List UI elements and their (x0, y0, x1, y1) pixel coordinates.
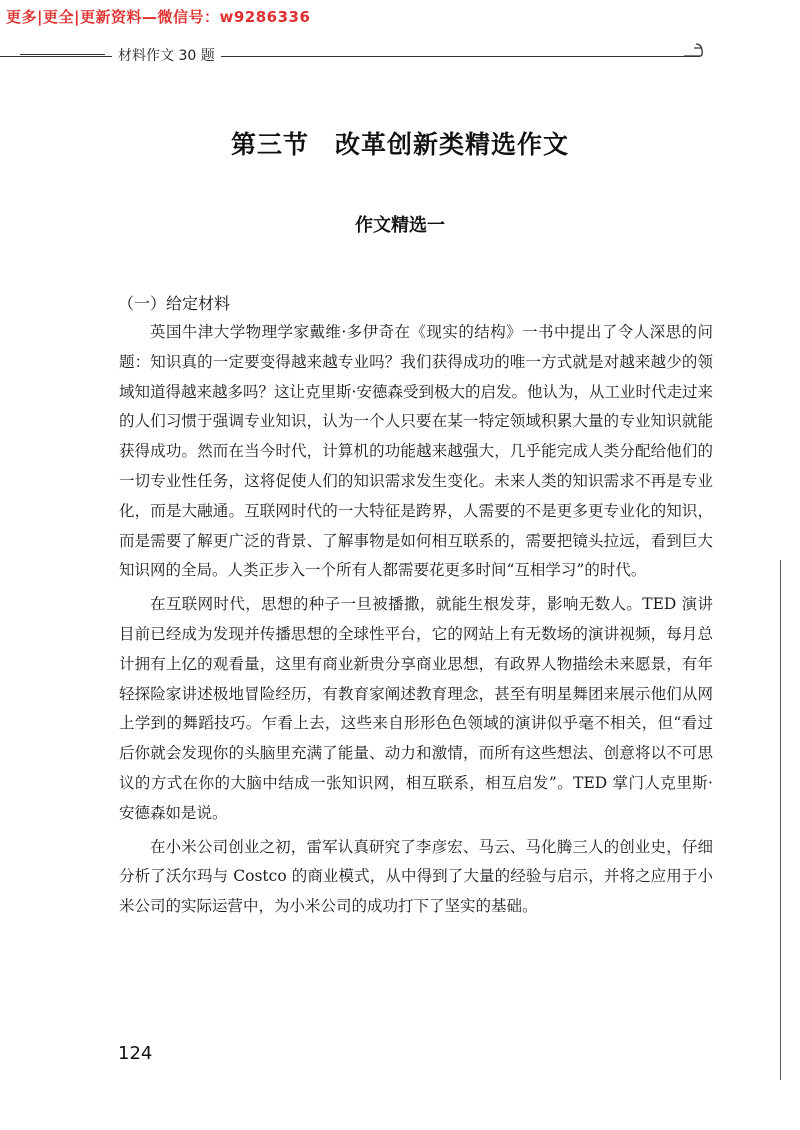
page-number: 124 (118, 1043, 153, 1064)
material-body (119, 318, 713, 926)
essay-subtitle: 作文精选一 (355, 215, 445, 236)
section-title: 第三节 改革创新类精选作文 (230, 130, 569, 159)
header-rule (0, 56, 700, 57)
page-edge-rule (780, 560, 781, 1080)
running-header-title: 材料作文 30 题 (112, 45, 221, 65)
header-rule-left (20, 54, 105, 55)
paragraph-1: 英国牛津大学物理学家戴维·多伊奇在《现实的结构》一书中提出了令人深思的问题：知识真的一定要变得越来越专业吗？我们获得成功的唯一方式就是对越来越少的领域知道得越来越多吗？这让克里斯·安德森受到极大的启发。他认为，从工业时代走过来的人们习惯于强调专业知识，认为一个人只要在某一特定领域积累大量的专业知识就能获得成功。然而在当今时代，计算机的功能越来越强大，几乎能完成人类分配给他们的一切专业性任务，这将促使人们的知识需求发生变化。未来人类的知识需求不再是专业化，而是大融通。互联网时代的一大特征是跨界，人需要的不是更多更专业化的知识，而是需要了解更广泛的背景、了解事物是如何相互联系的，需要把镜头拉远，看到巨大知识网的全局。人类正步入一个所有人都需要花更多时间“互相学习”的时代。 (119, 323, 713, 580)
watermark-text: 更多|更全|更新资料—微信号：w9286336 (6, 8, 311, 26)
header-curl-icon (682, 38, 704, 58)
paragraph-2: 在互联网时代，思想的种子一旦被播撒，就能生根发芽，影响无数人。TED 演讲目前已经成为发现并传播思想的全球性平台，它的网站上有无数场的演讲视频，每月总计拥有上亿的观看量，这里有商业新贵分享商业思想，有政界人物描绘未来愿景，有年轻探险家讲述极地冒险经历，有教育家阐述教育理念，甚至有明星舞团来展示他们从网上学到的舞蹈技巧。乍看上去，这些来自形形色色领域的演讲似乎毫不相关，但“看过后你就会发现你的头脑里充满了能量、动力和激情，而所有这些想法、创意将以不可思议的方式在你的大脑中结成一张知识网，相互联系，相互启发”。TED 掌门人克里斯·安德森如是说。 (119, 595, 713, 822)
material-heading: （一）给定材料 (118, 294, 231, 313)
paragraph-3: 在小米公司创业之初，雷军认真研究了李彦宏、马云、马化腾三人的创业史，仔细分析了沃尔玛与 Costco 的商业模式，从中得到了大量的经验与启示，并将之应用于小米公司的实际运营中，为小米公司的成功打下了坚实的基础。 (119, 837, 713, 916)
